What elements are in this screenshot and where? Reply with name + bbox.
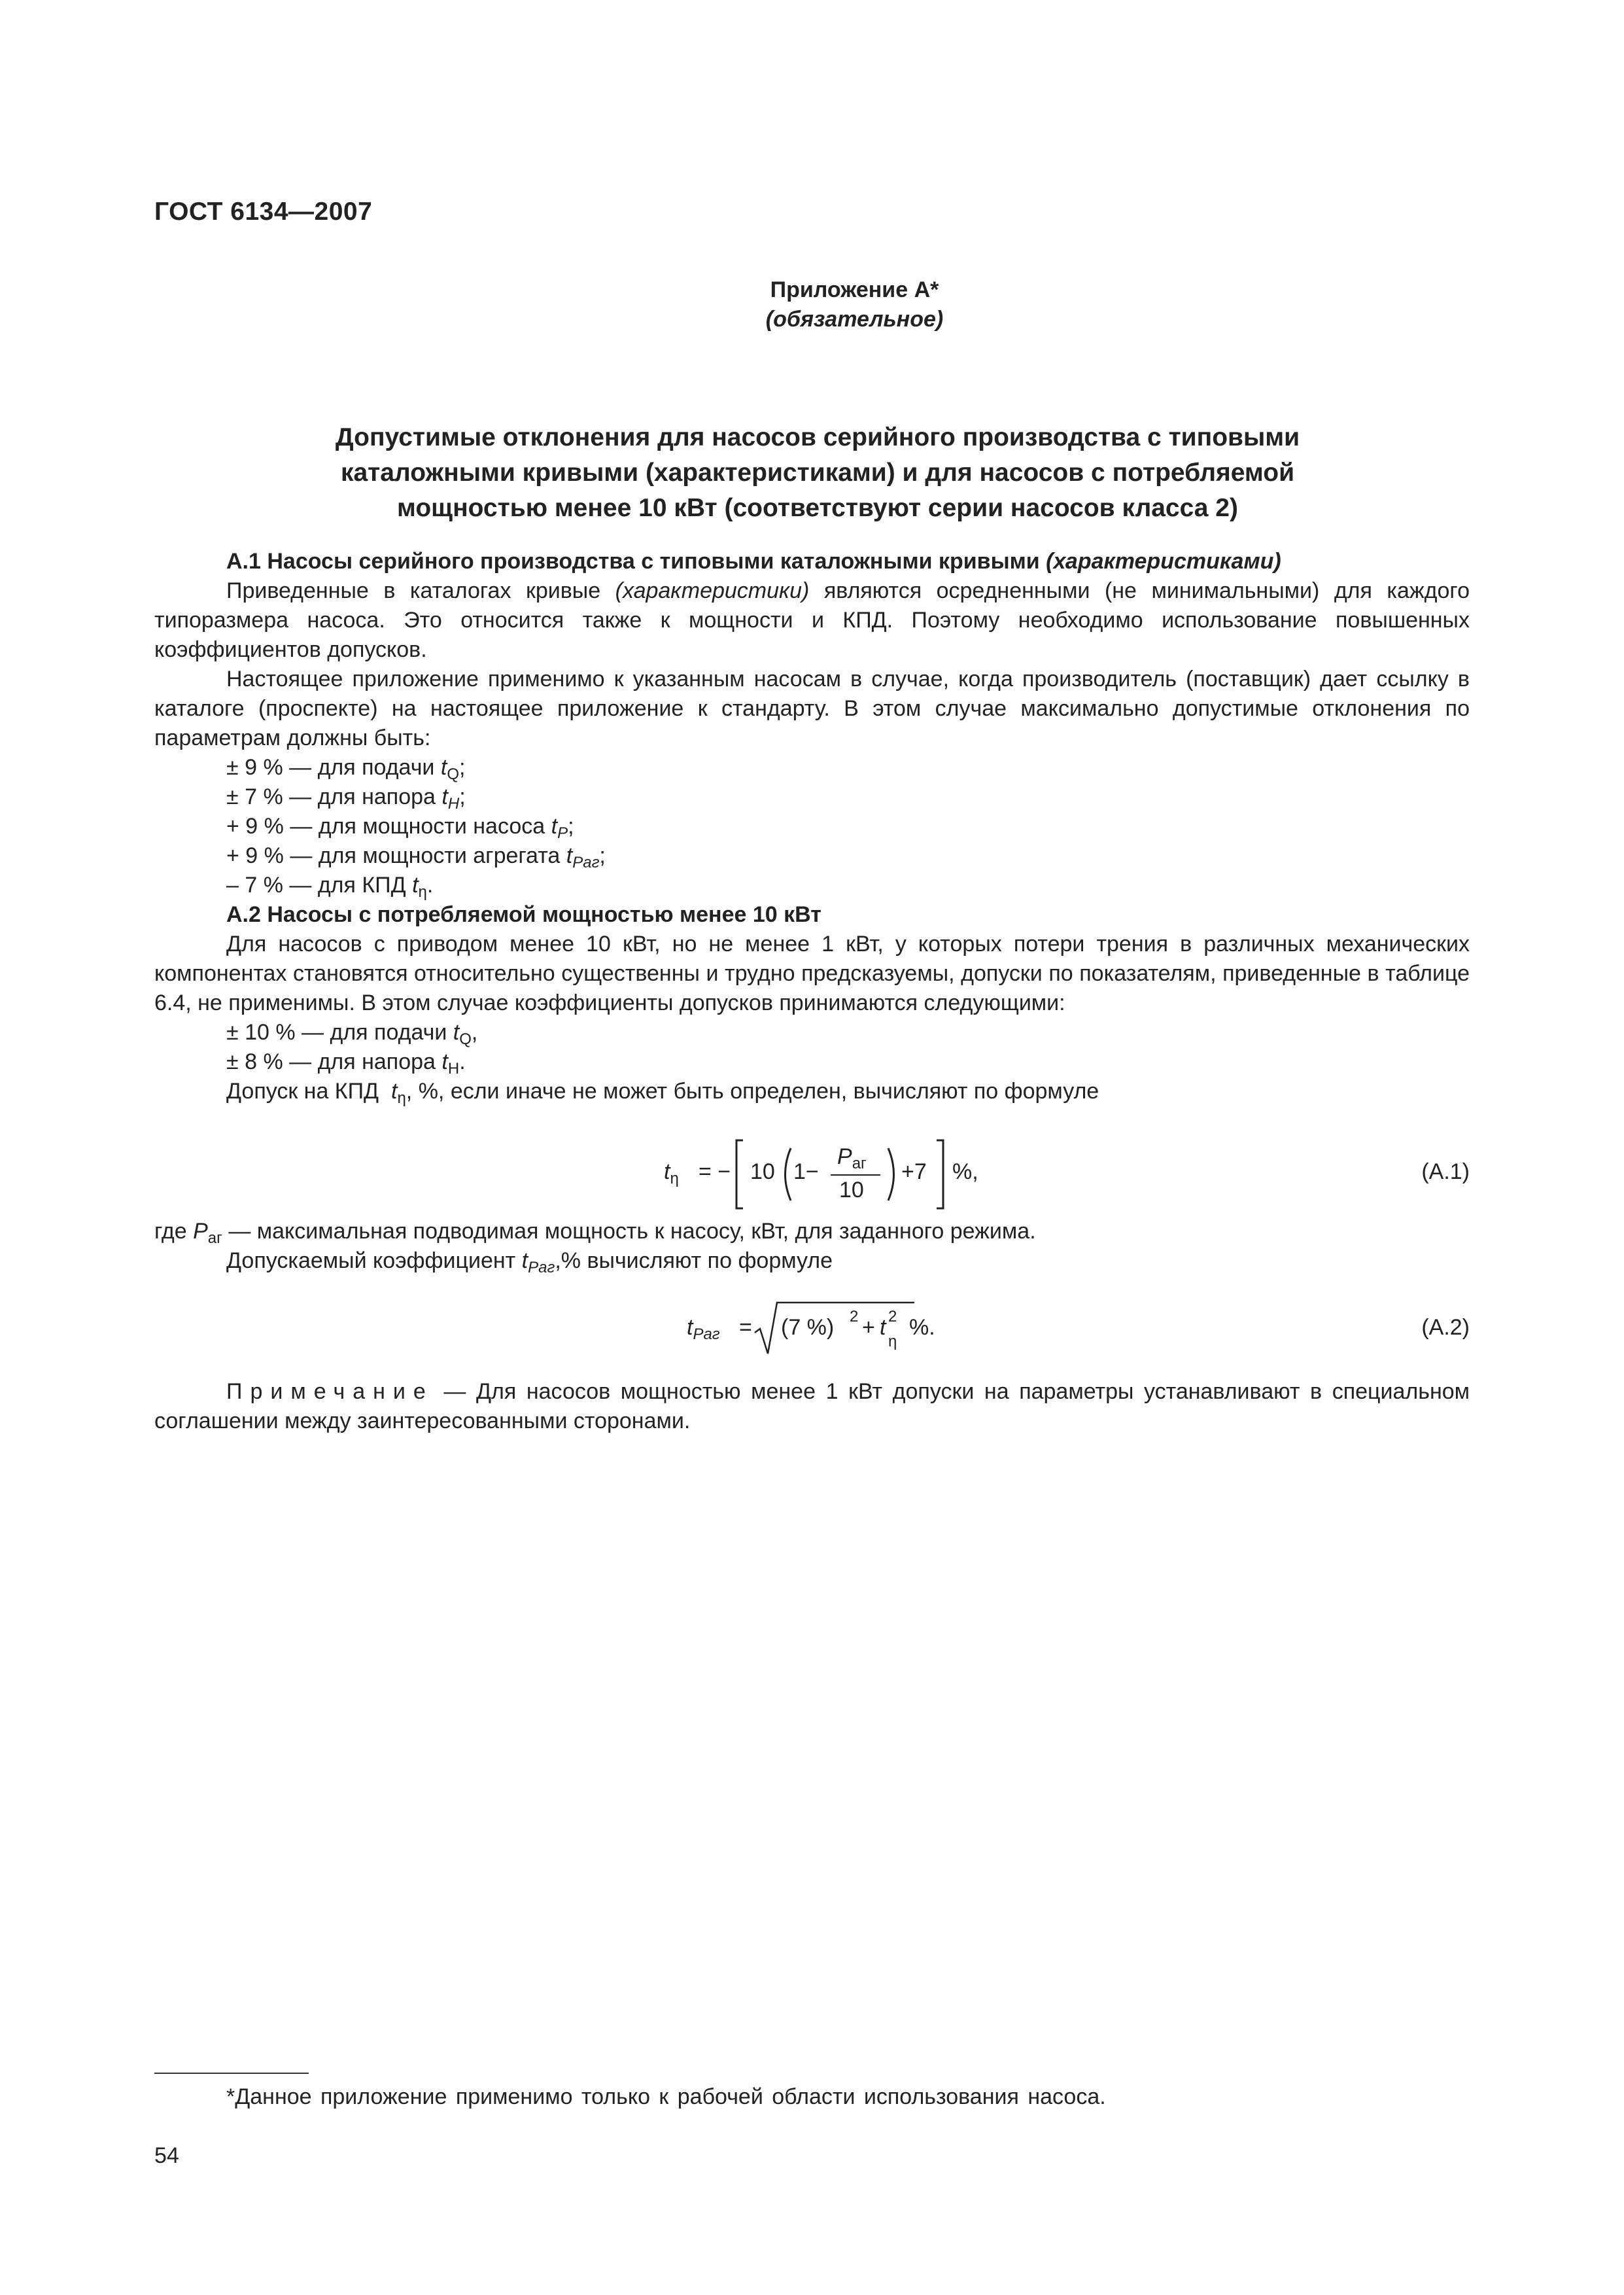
section-a1-heading-text: А.1 Насосы серийного производства с типовыми каталожными кривыми: [226, 549, 1040, 574]
text-run: , %, если иначе не может быть определен, вычисляют по формуле: [406, 1079, 1099, 1104]
list-item-text: + 9 % — для мощности насоса: [226, 814, 551, 839]
symbol: t: [441, 1049, 448, 1074]
formula-a1-intro: [226, 1077, 1099, 1106]
symbol-subscript: H: [447, 795, 460, 813]
punctuation: ;: [458, 755, 466, 780]
formula-a1-explanation: [154, 1217, 1036, 1246]
punctuation: .: [459, 1049, 466, 1074]
symbol-subscript: H: [447, 1060, 460, 1077]
symbol-subscript: P: [557, 824, 568, 842]
formula-subscript: аг: [852, 1155, 867, 1172]
list-item: [226, 871, 433, 900]
symbol-subscript: η: [397, 1089, 406, 1107]
list-item-text: ± 10 % — для подачи: [226, 1020, 453, 1045]
text-run-italic: (характеристики): [615, 578, 810, 603]
symbol: t: [521, 1248, 528, 1273]
formula-operator: =: [739, 1315, 752, 1340]
note-text: — Для насосов мощностью менее 1 кВт допуски на параметры устанавливают в специальном соглашении между заинтересованными сторонами.: [154, 1379, 1470, 1433]
formula-operator: +: [862, 1315, 875, 1340]
document-code: ГОСТ 6134—2007: [154, 198, 373, 226]
note-label: Примечание: [226, 1379, 434, 1404]
list-item-text: – 7 % — для КПД: [226, 873, 413, 898]
list-item-text: ± 8 % — для напора: [226, 1049, 442, 1074]
formula-subscript: Pаг: [693, 1325, 720, 1343]
formula-a2: [680, 1299, 968, 1358]
footnote-separator: [154, 2073, 309, 2074]
symbol: t: [440, 755, 447, 780]
formula-exponent: 2: [888, 1308, 897, 1325]
symbol: t: [453, 1020, 460, 1045]
annex-heading: [0, 277, 1624, 332]
section-a2-heading: А.2 Насосы с потребляемой мощностью менее 10 кВт: [226, 902, 821, 927]
formula-numerator: P: [837, 1144, 852, 1169]
text-run: где: [154, 1219, 194, 1244]
text-run: Приведенные в каталогах кривые: [226, 578, 601, 603]
section-a1-paragraph-2: Настоящее приложение применимо к указанным насосам в случае, когда производитель (поставщик) дает ссылку в каталоге (проспекте) на настоящее приложение к стандарту. В этом случае максимально допустимые отклонения по параметрам должны быть:: [154, 667, 1470, 750]
list-item: [226, 753, 465, 782]
symbol: t: [566, 843, 573, 868]
symbol: t: [551, 814, 558, 839]
list-item: [226, 1047, 466, 1077]
formula-tail: %,: [952, 1159, 978, 1184]
text-run: — максимальная подводимая мощность к насосу, кВт, для заданного режима.: [222, 1219, 1036, 1244]
symbol-subscript: Pаг: [572, 854, 600, 871]
list-item: [226, 812, 574, 841]
main-title-line: каталожными кривыми (характеристиками) и для насосов с потребляемой: [340, 459, 1295, 487]
punctuation: ,: [471, 1020, 478, 1045]
list-item: [226, 841, 606, 871]
section-a1-heading: [154, 547, 1470, 576]
symbol-subscript: Q: [459, 1030, 472, 1048]
formula-a1: [654, 1135, 1020, 1214]
formula-symbol: t: [880, 1315, 886, 1340]
symbol-subscript: Q: [447, 765, 459, 783]
formula-a1-number: (А.1): [1421, 1159, 1470, 1184]
symbol: P: [193, 1219, 208, 1244]
text-run: ,% вычисляют по формуле: [555, 1248, 833, 1273]
symbol: t: [390, 1079, 398, 1104]
formula-symbol: t: [687, 1315, 693, 1340]
main-title-line: Допустимые отклонения для насосов серийного производства с типовыми: [335, 423, 1300, 451]
formula-a2-number: (А.2): [1421, 1315, 1470, 1340]
formula-tail: %.: [909, 1315, 935, 1340]
symbol-subscript: Pаг: [528, 1259, 555, 1276]
list-item-text: + 9 % — для мощности агрегата: [226, 843, 566, 868]
formula-a2-intro: [226, 1246, 833, 1276]
formula-symbol: t: [664, 1159, 670, 1184]
note: [154, 1377, 1470, 1436]
text-run: являются осредненными (не минимальными) для каждого типоразмера насоса. Это относится также к мощности и КПД. Поэтому необходимо использование повышенных коэффициентов допусков.: [154, 578, 1470, 662]
list-item-text: ± 9 % — для подачи: [226, 755, 441, 780]
section-a2-paragraph-1: Для насосов с приводом менее 10 кВт, но не менее 1 кВт, у которых потери трения в различных механических компонентах становятся относительно существенны и трудно предсказуемы, допуски по показателям, приведенные в таблице 6.4, не применимы. В этом случае коэффициенты допусков принимаются следующими:: [154, 932, 1470, 1015]
footnote: *Данное приложение применимо только к рабочей области использования насоса.: [226, 2084, 1106, 2109]
punctuation: .: [426, 873, 434, 898]
punctuation: ;: [568, 814, 574, 839]
symbol-subscript: аг: [207, 1229, 222, 1247]
list-item: [226, 782, 466, 812]
formula-term: +7: [901, 1159, 927, 1184]
section-a1-paragraph-1: [154, 576, 1470, 665]
formula-term: (7 %): [781, 1315, 835, 1340]
formula-denominator: 10: [839, 1178, 864, 1202]
formula-exponent: 2: [850, 1308, 859, 1325]
formula-subscript: η: [888, 1333, 897, 1350]
section-a1-heading-italic: (характеристиками): [1046, 549, 1281, 574]
list-item: [226, 1018, 477, 1047]
punctuation: ;: [459, 784, 466, 809]
annex-status: (обязательное): [765, 307, 944, 332]
annex-main-title: [196, 420, 1439, 526]
main-title-line: мощностью менее 10 кВт (соответствуют серии насосов класса 2): [397, 494, 1238, 522]
list-item-text: ± 7 % — для напора: [226, 784, 442, 809]
text-run: Допуск на КПД: [226, 1079, 379, 1104]
page-number: 54: [154, 2143, 179, 2168]
formula-operator: 1−: [793, 1159, 819, 1184]
formula-number: 10: [750, 1159, 775, 1184]
symbol: t: [412, 873, 419, 898]
formula-operator: = −: [699, 1159, 731, 1184]
text-run: Допускаемый коэффициент: [226, 1248, 522, 1273]
annex-title: Приложение А*: [770, 277, 939, 302]
symbol: t: [441, 784, 448, 809]
punctuation: ;: [599, 843, 606, 868]
formula-subscript: η: [670, 1170, 679, 1187]
symbol-subscript: η: [418, 883, 427, 901]
